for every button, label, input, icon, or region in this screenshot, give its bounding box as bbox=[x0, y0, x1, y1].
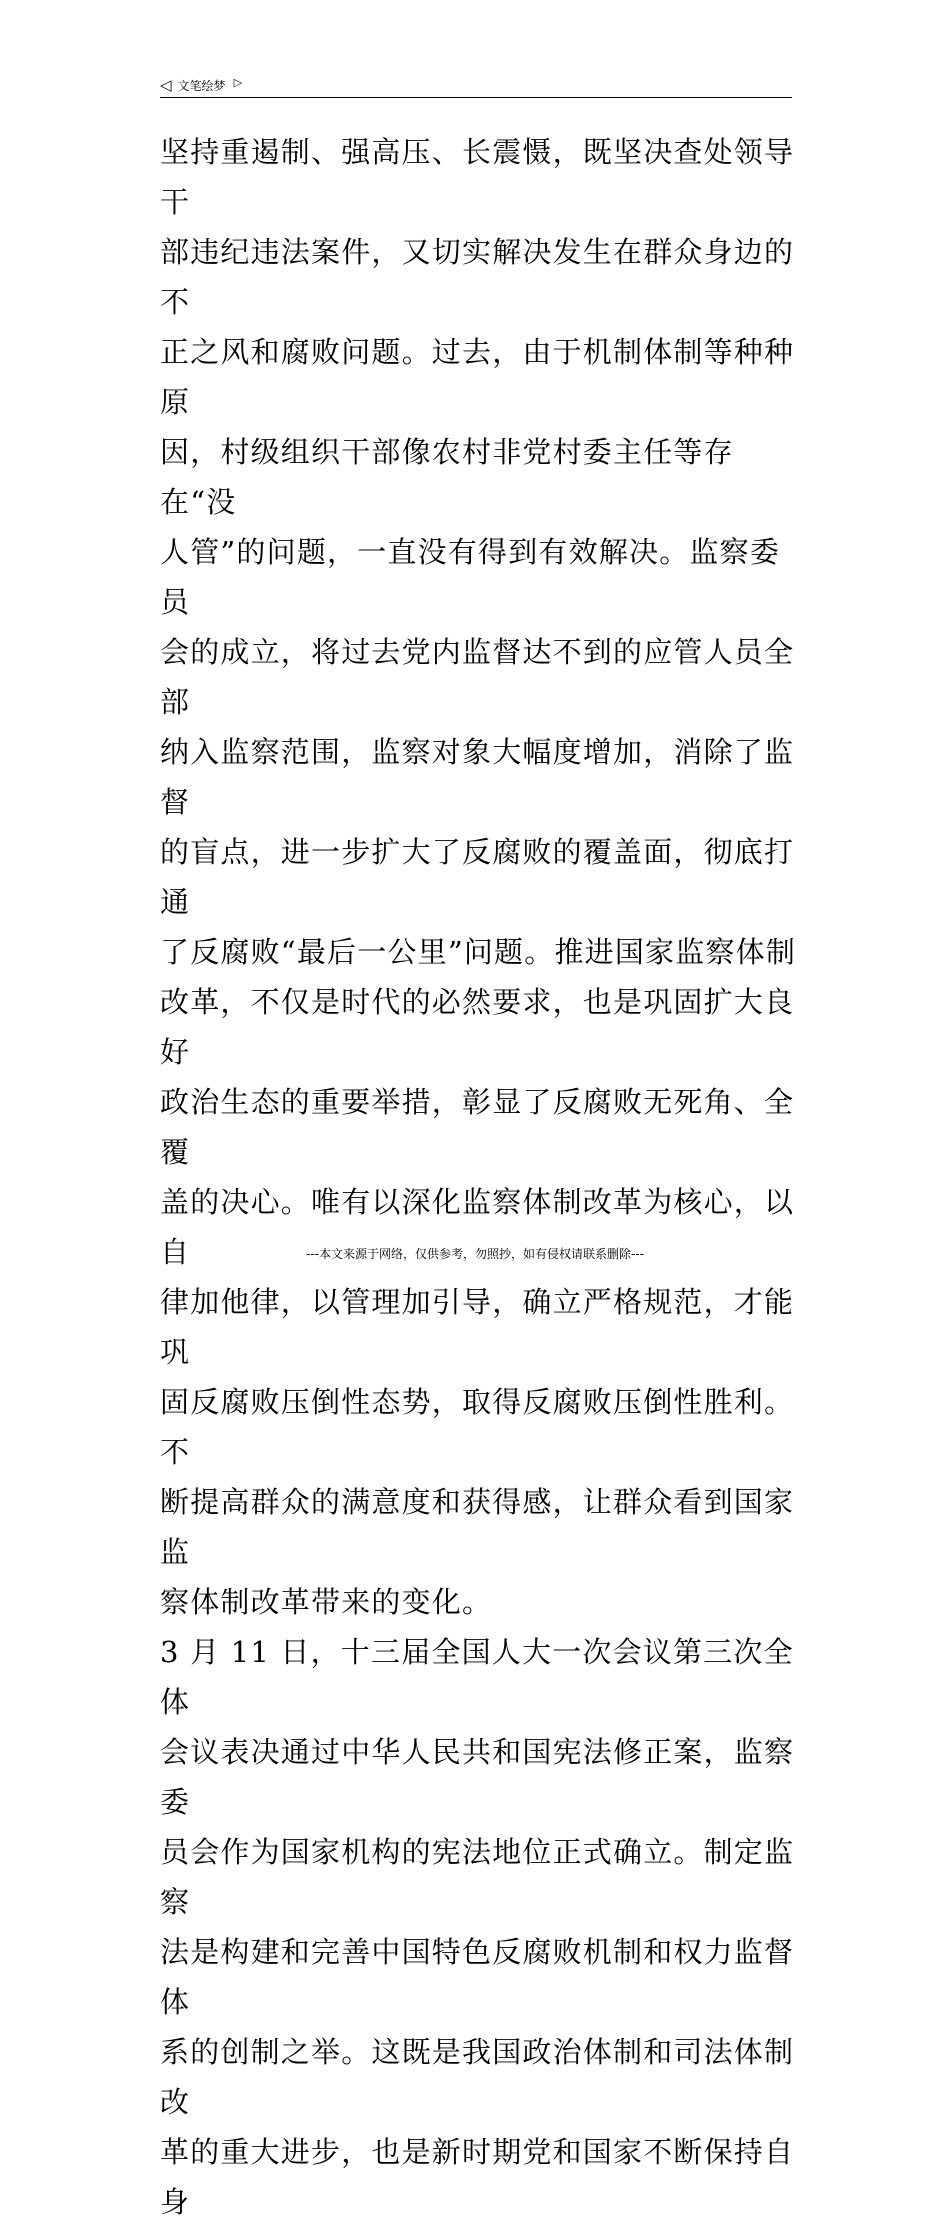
page-header bbox=[160, 74, 792, 96]
footer-notice: ---本文来源于网络，仅供参考，勿照抄，如有侵权请联系删除--- bbox=[306, 1247, 644, 1261]
header-title: 文笔绘梦 bbox=[177, 78, 226, 93]
paragraph-2: 3 月 11 日，十三届全国人大一次会议第三次全体 会议表决通过中华人民共和国宪法修正案，监察委 员会作为国家机构的宪法地位正式确立。制定监察 法是构建和完善中国特色反腐败机制和权力监督体 系的创制之举。这既是我国政治体制和司法体制改 革的重大进步，也是新时期党和国家不断保持自身 bbox=[160, 1635, 795, 2219]
triangle-left-icon: ◁ bbox=[160, 75, 172, 94]
document-body bbox=[160, 127, 800, 2227]
header-divider bbox=[160, 97, 792, 98]
triangle-right-icon: ▷ bbox=[233, 75, 243, 89]
paragraph-1: 坚持重遏制、强高压、长震慑，既坚决查处领导干 部违纪违法案件，又切实解决发生在群众身边的不 正之风和腐败问题。过去，由于机制体制等种种原 因，村级组织干部像农村非党村委主任等存在“没 人管”的问题，一直没有得到有效解决。监察委员 会的成立，将过去党内监督达不到的应管人员全部 纳入监察范围，监察对象大幅度增加，消除了监督 的盲点，进一步扩大了反腐败的覆盖面，彻底打通 了反腐败“最后一公里”问题。推进国家监察体制 改革，不仅是时代的必然要求，也是巩固扩大良好 政治生态的重要举措，彰显了反腐败无死角、全覆 盖的决心。唯有以深化监察体制改革为核心，以自 律加他律，以管理加引导，确立严格规范，才能巩 固反腐败压倒性态势，取得反腐败压倒性胜利。不 断提高群众的满意度和获得感，让群众看到国家监 察体制改革带来的变化。 bbox=[160, 135, 797, 1619]
